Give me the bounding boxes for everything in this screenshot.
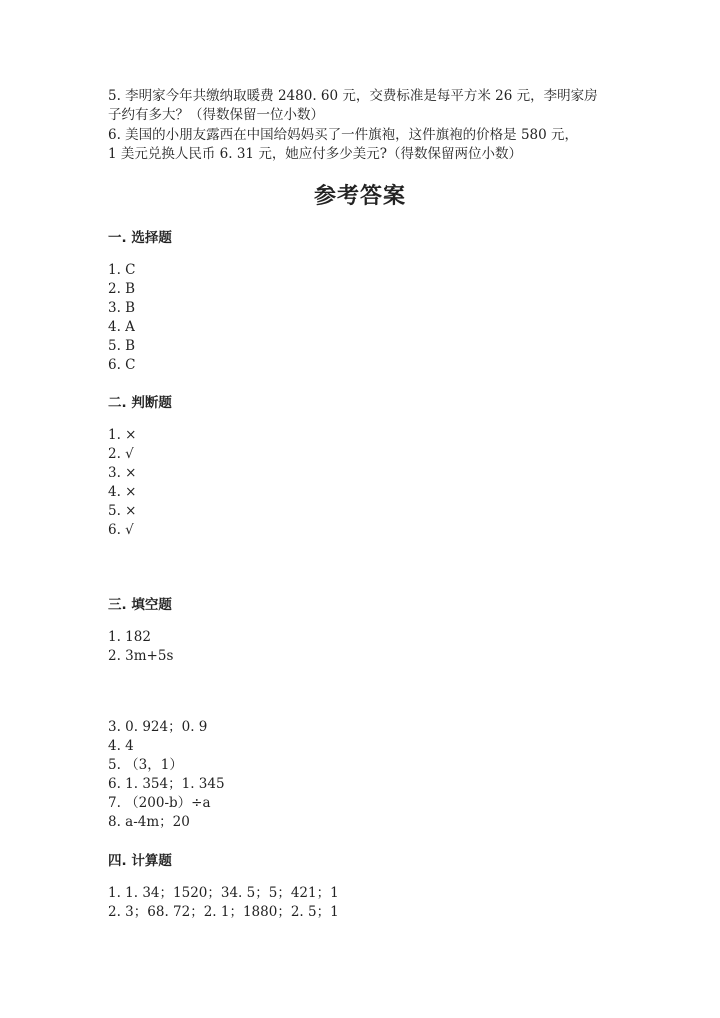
judge-answer: 1. × [108,427,137,443]
choice-answer: 2. B [108,281,136,297]
calc-answer: 2. 3；68. 72；2. 1；1880；2. 5；1 [108,904,339,920]
fill-answer: 3. 0. 924；0. 9 [108,719,208,735]
judge-answer: 4. × [108,484,137,500]
judge-answer: 6. √ [108,522,134,538]
section-heading-calc: 四. 计算题 [108,853,172,869]
question-6-line-2: 1 美元兑换人民币 6. 31 元，她应付多少美元?（得数保留两位小数） [108,146,523,162]
fill-answer: 6. 1. 354；1. 345 [108,776,225,792]
judge-answer: 5. × [108,503,137,519]
answer-key-title: 参考答案 [313,184,406,209]
question-6-line-1: 6. 美国的小朋友露西在中国给妈妈买了一件旗袍，这件旗袍的价格是 580 元， [108,127,579,143]
fill-answer: 2. 3m+5s [108,648,174,664]
fill-answer: 7. （200-b）÷a [108,795,211,811]
section-heading-judge: 二. 判断题 [108,395,172,411]
section-heading-choice: 一. 选择题 [108,230,172,246]
question-5-line-2: 子约有多大？（得数保留一位小数） [108,107,324,123]
question-5-line-1: 5. 李明家今年共缴纳取暖费 2480. 60 元，交费标准是每平方米 26 元，李明家房 [108,88,598,104]
fill-answer: 8. a-4m；20 [108,814,190,830]
choice-answer: 5. B [108,338,136,354]
fill-answer: 1. 182 [108,629,151,645]
choice-answer: 4. A [108,319,135,335]
fill-answer: 4. 4 [108,738,134,754]
section-heading-fill: 三. 填空题 [108,597,172,613]
judge-answer: 3. × [108,465,137,481]
choice-answer: 3. B [108,300,136,316]
choice-answer: 6. C [108,357,136,373]
fill-answer: 5. （3，1） [108,757,183,773]
judge-answer: 2. √ [108,446,134,462]
choice-answer: 1. C [108,262,136,278]
calc-answer: 1. 1. 34；1520；34. 5；5；421；1 [108,885,339,901]
